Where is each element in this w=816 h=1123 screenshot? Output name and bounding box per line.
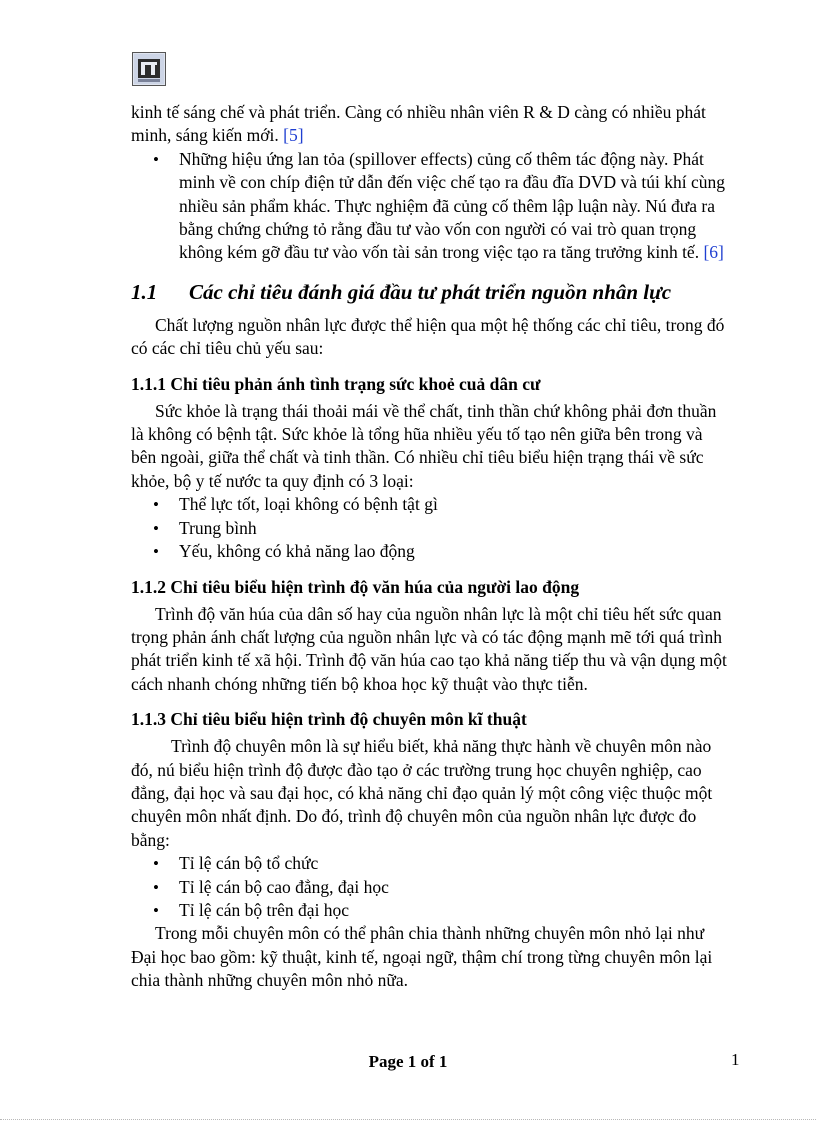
subsection-body-1-1-1: Sức khỏe là trạng thái thoải mái về thể chất, tinh thần chứ không phải đơn thuần là không có bệnh tật. Sức khỏe là tổng hũa nhiều yếu tố tạo nên giữa bên trong và bên ngoài, giữa thể chất và tinh thần. Có nhiều chỉ tiêu biểu hiện trạng thái về sức khỏe, bộ y tế nước ta quy định có 3 loại: bbox=[131, 400, 717, 491]
citation-6[interactable]: [6] bbox=[703, 242, 724, 263]
page-bottom-divider bbox=[0, 1119, 816, 1120]
list-item: • Tỉ lệ cán bộ trên đại học bbox=[131, 899, 731, 922]
list-item bbox=[131, 148, 731, 265]
list-item: • Tỉ lệ cán bộ tổ chức bbox=[131, 852, 731, 875]
list-item: • Trung bình bbox=[131, 517, 731, 540]
citation-5[interactable]: [5] bbox=[283, 125, 304, 146]
subsection-body-1-1-2: Trình độ văn húa của dân số hay của nguồn nhân lực là một chỉ tiêu hết sức quan trọng phản ánh chất lượng của nguồn nhân lực và có tác động mạnh mẽ tới quá trình phát triển kinh tế xã hội. Trình độ văn húa cao tạo khả năng tiếp thu và vận dụng một cách nhanh chóng những tiến bộ khoa học kỹ thuật vào thực tiễn. bbox=[131, 603, 727, 694]
document-body bbox=[131, 101, 731, 993]
list-item-text: Những hiệu ứng lan tỏa (spillover effects) củng cố thêm tác động này. Phát minh về con chíp điện tử dẫn đến việc chế tạo ra đầu đĩa DVD và túi khí cùng nhiều sản phẩm khác. Thực nghiệm đã củng cố thêm lập luận này. Nú đưa ra bằng chứng chứng tỏ rằng đầu tư vào vốn con người có vai trò quan trọng không kém gỡ đầu tư vào vốn tài sản trong việc tạo ra tăng trưởng kinh tế. bbox=[179, 148, 725, 263]
page-number: 1 bbox=[731, 1050, 740, 1069]
list-item: • Tỉ lệ cán bộ cao đẳng, đại học bbox=[131, 876, 731, 899]
paragraph-rnd-text: kinh tế sáng chế và phát triển. Càng có nhiều nhân viên R & D càng có nhiều phát minh, sáng kiến mới. bbox=[131, 102, 706, 146]
section-title: Các chỉ tiêu đánh giá đầu tư phát triển nguồn nhân lực bbox=[189, 279, 672, 304]
section-heading-1-1 bbox=[131, 279, 731, 305]
bullet-list-health bbox=[131, 493, 731, 563]
section-number: 1.1 bbox=[131, 279, 158, 304]
subsection-heading-1-1-2: 1.1.2 Chỉ tiêu biểu hiện trình độ văn húa của người lao động bbox=[131, 576, 580, 597]
document-logo-icon bbox=[132, 52, 166, 86]
page-footer-label: Page 1 of 1 bbox=[368, 1052, 448, 1071]
list-item: • Yếu, không có khả năng lao động bbox=[131, 540, 731, 563]
subsection-heading-1-1-3: 1.1.3 Chỉ tiêu biểu hiện trình độ chuyên môn kĩ thuật bbox=[131, 709, 527, 730]
subsection-body-1-1-3: Trình độ chuyên môn là sự hiểu biết, khả năng thực hành về chuyên môn nào đó, nú biểu hiện trình độ được đào tạo ở các trường trung học chuyên nghiệp, cao đẳng, đại học và sau đại học, có khả năng chỉ đạo quản lý một công việc thuộc một chuyên môn nhất định. Do đó, trình độ chuyên môn của nguồn nhân lực được đo bằng: bbox=[131, 736, 713, 850]
bullet-list-qualification bbox=[131, 852, 731, 922]
subsection-closing-1-1-3: Trong mỗi chuyên môn có thể phân chia thành những chuyên môn nhỏ lại như Đại học bao gồm: kỹ thuật, kinh tế, ngoại ngữ, thậm chí trong từng chuyên môn lại chia thành những chuyên môn nhỏ nữa. bbox=[131, 923, 713, 991]
list-item: • Thể lực tốt, loại không có bệnh tật gì bbox=[131, 493, 731, 516]
paragraph-rnd bbox=[131, 101, 731, 148]
section-intro: Chất lượng nguồn nhân lực được thể hiện qua một hệ thống các chỉ tiêu, trong đó có các chỉ tiêu chủ yếu sau: bbox=[131, 314, 725, 359]
subsection-heading-1-1-1: 1.1.1 Chỉ tiêu phản ánh tình trạng sức khoẻ cuả dân cư bbox=[131, 373, 541, 394]
bullet-list-spillover bbox=[131, 148, 731, 265]
